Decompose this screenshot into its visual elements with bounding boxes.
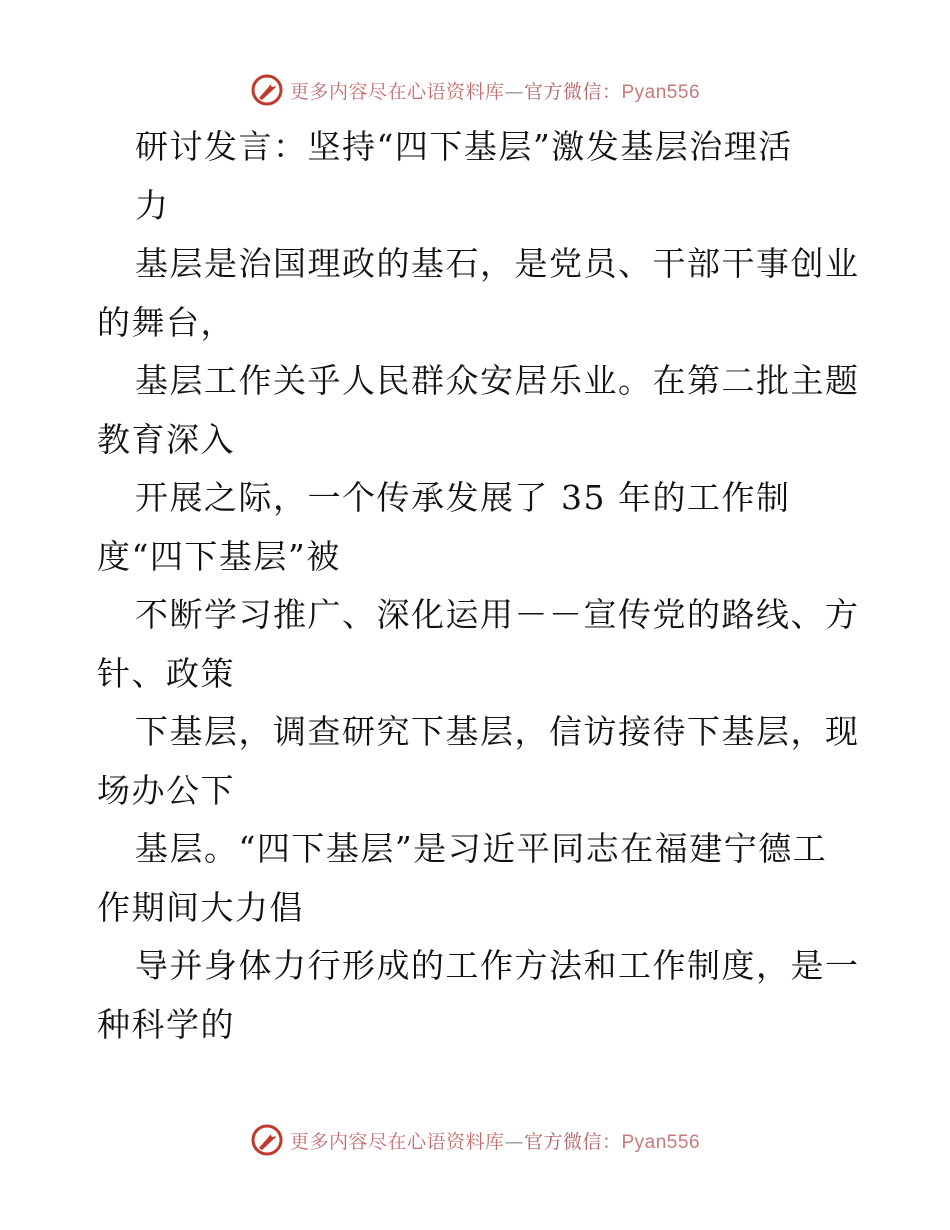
text-line: 研讨发言：坚持“四下基层”激发基层治理活 [135, 127, 793, 166]
pen-nib-circle-icon [250, 1123, 284, 1157]
document-body [97, 118, 860, 1054]
watermark-wechat-label: 官方微信： [523, 80, 622, 103]
text-line: 场办公下 [97, 770, 235, 810]
watermark-site: 更多内容尽在心语资料库 [289, 1130, 505, 1153]
watermark-site: 更多内容尽在心语资料库 [289, 80, 505, 103]
watermark-text [290, 1127, 700, 1154]
text-line: 度“四下基层”被 [97, 536, 341, 576]
footer-watermark [0, 1120, 950, 1160]
text-line: 作期间大力倡 [97, 887, 304, 927]
text-line: 的舞台， [97, 302, 235, 342]
header-watermark [0, 70, 950, 110]
text-line: 种科学的 [97, 1004, 235, 1044]
pen-nib-circle-icon [250, 73, 284, 107]
watermark-separator: — [504, 1130, 524, 1153]
watermark-group [250, 1123, 700, 1157]
watermark-text [290, 77, 700, 104]
text-line: 开展之际，一个传承发展了 35 年的工作制 [135, 478, 791, 517]
text-line: 导并身体力行形成的工作方法和工作制度，是一 [135, 946, 860, 985]
text-line: 针、政策 [97, 653, 235, 693]
text-line: 基层是治国理政的基石，是党员、干部干事创业 [135, 244, 860, 283]
text-line: 下基层，调查研究下基层，信访接待下基层，现 [135, 712, 860, 751]
watermark-wechat-id: Pyan556 [621, 1131, 701, 1153]
text-line: 基层工作关乎人民群众安居乐业。在第二批主题 [135, 361, 860, 400]
watermark-wechat-id: Pyan556 [621, 81, 701, 103]
watermark-separator: — [504, 80, 524, 103]
text-line: 基层。“四下基层”是习近平同志在福建宁德工 [135, 829, 828, 868]
watermark-wechat-label: 官方微信： [523, 1130, 622, 1153]
text-line: 教育深入 [97, 419, 235, 459]
watermark-group [250, 73, 700, 107]
text-line: 不断学习推广、深化运用－－宣传党的路线、方 [135, 595, 860, 634]
text-line: 力 [135, 185, 170, 225]
